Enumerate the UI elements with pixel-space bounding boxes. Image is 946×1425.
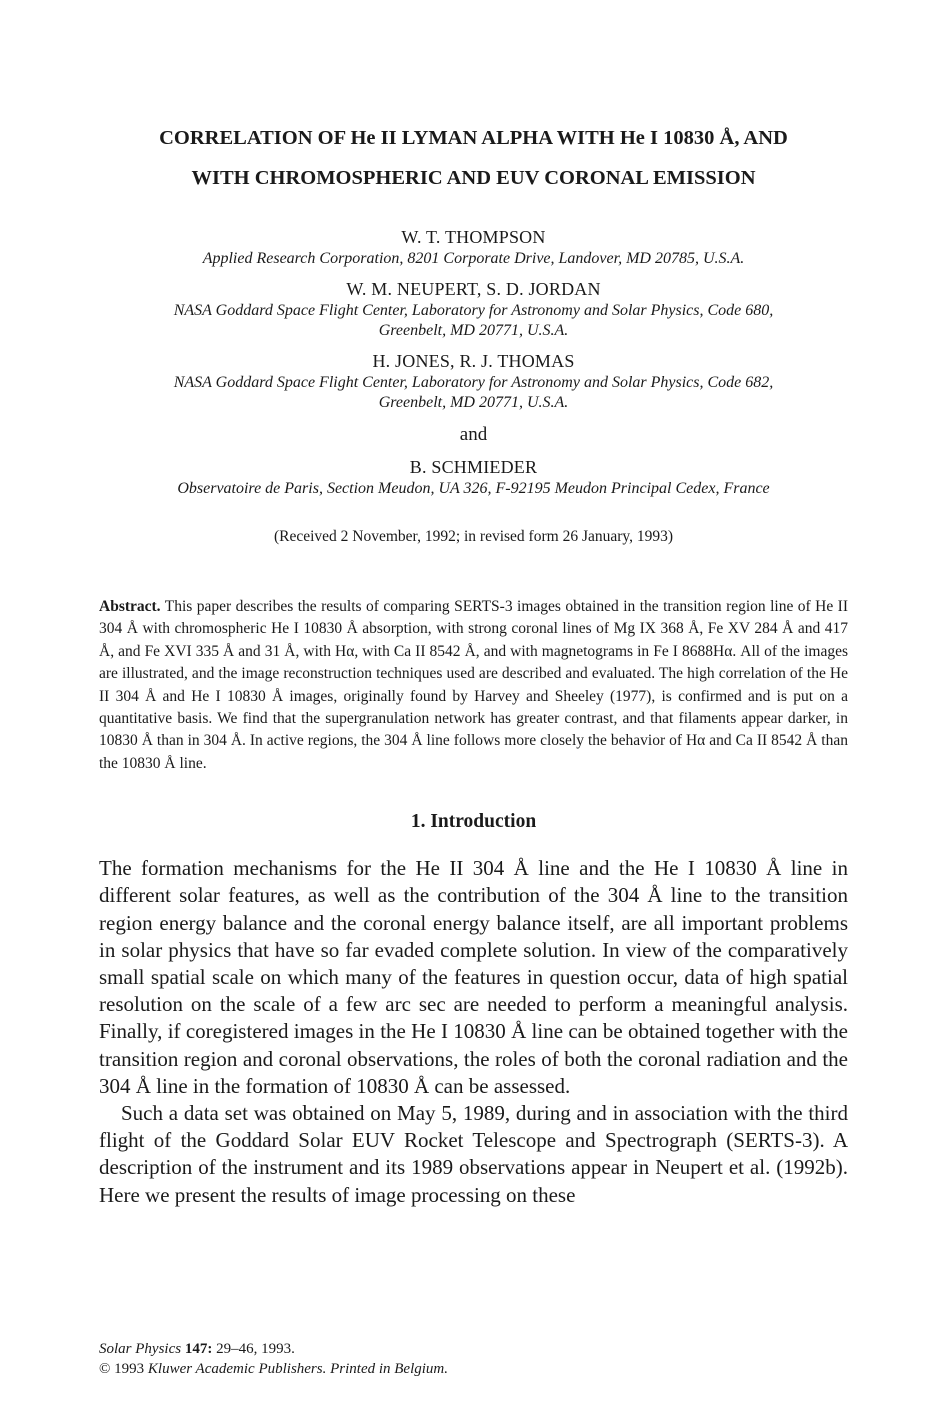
author-name: B. SCHMIEDER <box>409 457 538 477</box>
author-name: W. T. THOMPSON <box>401 227 546 247</box>
title-line-2: WITH CHROMOSPHERIC AND EUV CORONAL EMISSION <box>191 167 756 189</box>
and-separator: and <box>459 424 488 445</box>
author-affiliation: Greenbelt, MD 20771, U.S.A. <box>378 394 569 411</box>
author-block <box>99 225 848 269</box>
author-list <box>99 225 848 499</box>
page-footer <box>99 1339 699 1379</box>
section-body <box>99 855 848 1209</box>
author-block <box>99 455 848 499</box>
copyright-icon: © <box>99 1361 111 1377</box>
abstract <box>99 596 848 775</box>
author-name: H. JONES, R. J. THOMAS <box>372 351 575 371</box>
author-block <box>99 349 848 413</box>
author-affiliation: Greenbelt, MD 20771, U.S.A. <box>378 322 569 339</box>
journal-name: Solar Physics <box>99 1341 182 1357</box>
author-block <box>99 277 848 341</box>
received-date: (Received 2 November, 1992; in revised form 26 January, 1993) <box>273 528 674 545</box>
author-affiliation: NASA Goddard Space Flight Center, Laboratory for Astronomy and Solar Physics, Code 682, <box>173 374 774 391</box>
paragraph: The formation mechanisms for the He II 304 Å line and the He I 10830 Å line in different solar features, as well as the contribution of the 304 Å line to the transition region energy balance and the coronal energy balance itself, are all important problems in solar physics that have so far evaded complete solution. In view of the comparatively small spatial scale on which many of the features in question occur, data of high spatial resolution on the scale of a few arc sec are needed to perform a meaningful analysis. Finally, if coregistered images in the He I 10830 Å line can be obtained together with the transition region and coronal observations, the roles of both the coronal radiation and the 304 Å line in the formation of 10830 Å can be assessed. <box>99 856 848 1098</box>
copyright-line <box>99 1359 699 1379</box>
abstract-text: This paper describes the results of comparing SERTS-3 images obtained in the transition region line of He II 304 Å with chromospheric He I 10830 Å absorption, with strong coronal lines of Mg IX 368 Å, Fe XV 284 Å and 417 Å, and Fe XVI 335 Å and 31 Å, with Hα, with Ca II 8542 Å, and with magnetograms in Fe I 8688Hα. All of the images are illustrated, and the image reconstruction techniques used are described and evaluated. The high correlation of the He II 304 Å and He I 10830 Å images, originally found by Harvey and Sheeley (1977), is confirmed and is put on a quantitative basis. We find that the supergranulation network has greater contrast, and that filaments appear darker, in 10830 Å than in 304 Å. In active regions, the 304 Å line follows more closely the behavior of Hα and Ca II 8542 Å than the 10830 Å line. <box>99 598 848 772</box>
title-line-1: CORRELATION OF He II LYMAN ALPHA WITH He I 10830 Å, AND <box>159 127 788 149</box>
publisher: Kluwer Academic Publishers. Printed in Belgium. <box>147 1361 449 1377</box>
paper-page <box>99 118 848 1209</box>
copyright-year: 1993 <box>110 1361 148 1377</box>
author-affiliation: Observatoire de Paris, Section Meudon, UA 326, F-92195 Meudon Principal Cedex, France <box>177 480 770 497</box>
journal-volume: 147: <box>184 1341 213 1357</box>
abstract-label: Abstract. <box>99 598 161 615</box>
journal-pages: 29–46, 1993. <box>212 1341 295 1357</box>
section-heading: 1. Introduction <box>410 811 537 833</box>
author-affiliation: NASA Goddard Space Flight Center, Laboratory for Astronomy and Solar Physics, Code 680, <box>173 302 774 319</box>
author-name: W. M. NEUPERT, S. D. JORDAN <box>346 279 601 299</box>
paper-title <box>99 118 848 198</box>
citation-line <box>99 1339 699 1359</box>
paragraph: Such a data set was obtained on May 5, 1989, during and in association with the third flight of the Goddard Solar EUV Rocket Telescope and Spectrograph (SERTS-3). A description of the instrument and its 1989 observations appear in Neupert et al. (1992b). Here we present the results of image processing on these <box>99 1101 848 1207</box>
author-affiliation: Applied Research Corporation, 8201 Corporate Drive, Landover, MD 20785, U.S.A. <box>202 250 745 267</box>
